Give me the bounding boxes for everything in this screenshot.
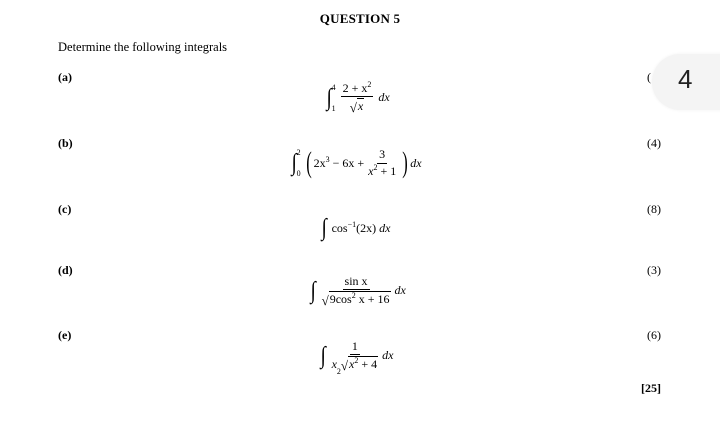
part-b-label: (b) [58, 136, 73, 150]
fraction: $2 + x^2$ √ x [342, 80, 372, 115]
fraction: $\frac{3}{x^2 + 1}$ [368, 147, 397, 178]
differential: dx [378, 90, 390, 105]
page-number: 4 [678, 64, 693, 94]
integral-sign: ∫ [320, 342, 326, 369]
integral-sign: ∫ [310, 277, 316, 304]
part-a-marks: ( [647, 70, 651, 84]
differential: dx [382, 348, 394, 363]
question-title: QUESTION 5 [319, 11, 401, 26]
integral-d [310, 275, 406, 307]
differential: dx [410, 155, 422, 170]
part-b-marks: (4) [647, 136, 661, 150]
fraction: sin x √ $9\cos^2$ x + 16 [321, 274, 390, 308]
total-marks: [25] [641, 381, 661, 395]
integral-c: ∫ $\cos^{-1}$ (2x) dx [321, 215, 391, 241]
integral-sign: ∫ [291, 150, 297, 176]
part-c-label: (c) [58, 202, 72, 216]
integral-a [326, 82, 390, 114]
part-d-label: (d) [58, 263, 73, 277]
integral-limits: 2 0 [296, 148, 301, 178]
integral-limits: 4 1 [331, 82, 336, 113]
differential: dx [394, 283, 406, 298]
integral-e [320, 339, 394, 376]
part-a-label: (a) [58, 70, 72, 84]
integral-sign: ∫ [321, 215, 327, 241]
part-d-marks: (3) [647, 263, 661, 277]
part-e-marks: (6) [647, 328, 661, 342]
differential: dx [379, 220, 391, 235]
fraction: 1 x 2 √ $x^2 + 4$ [331, 339, 378, 376]
integral-sign: ∫ [326, 84, 332, 111]
integral-b: ∫ 2 0 ( $2x^3$ − 6x + $\frac{3}{x^2 + 1}$ ) dx [291, 146, 422, 179]
question-intro: Determine the following integrals [58, 40, 228, 54]
part-c-marks: (8) [647, 202, 661, 216]
part-e-label: (e) [58, 328, 72, 342]
